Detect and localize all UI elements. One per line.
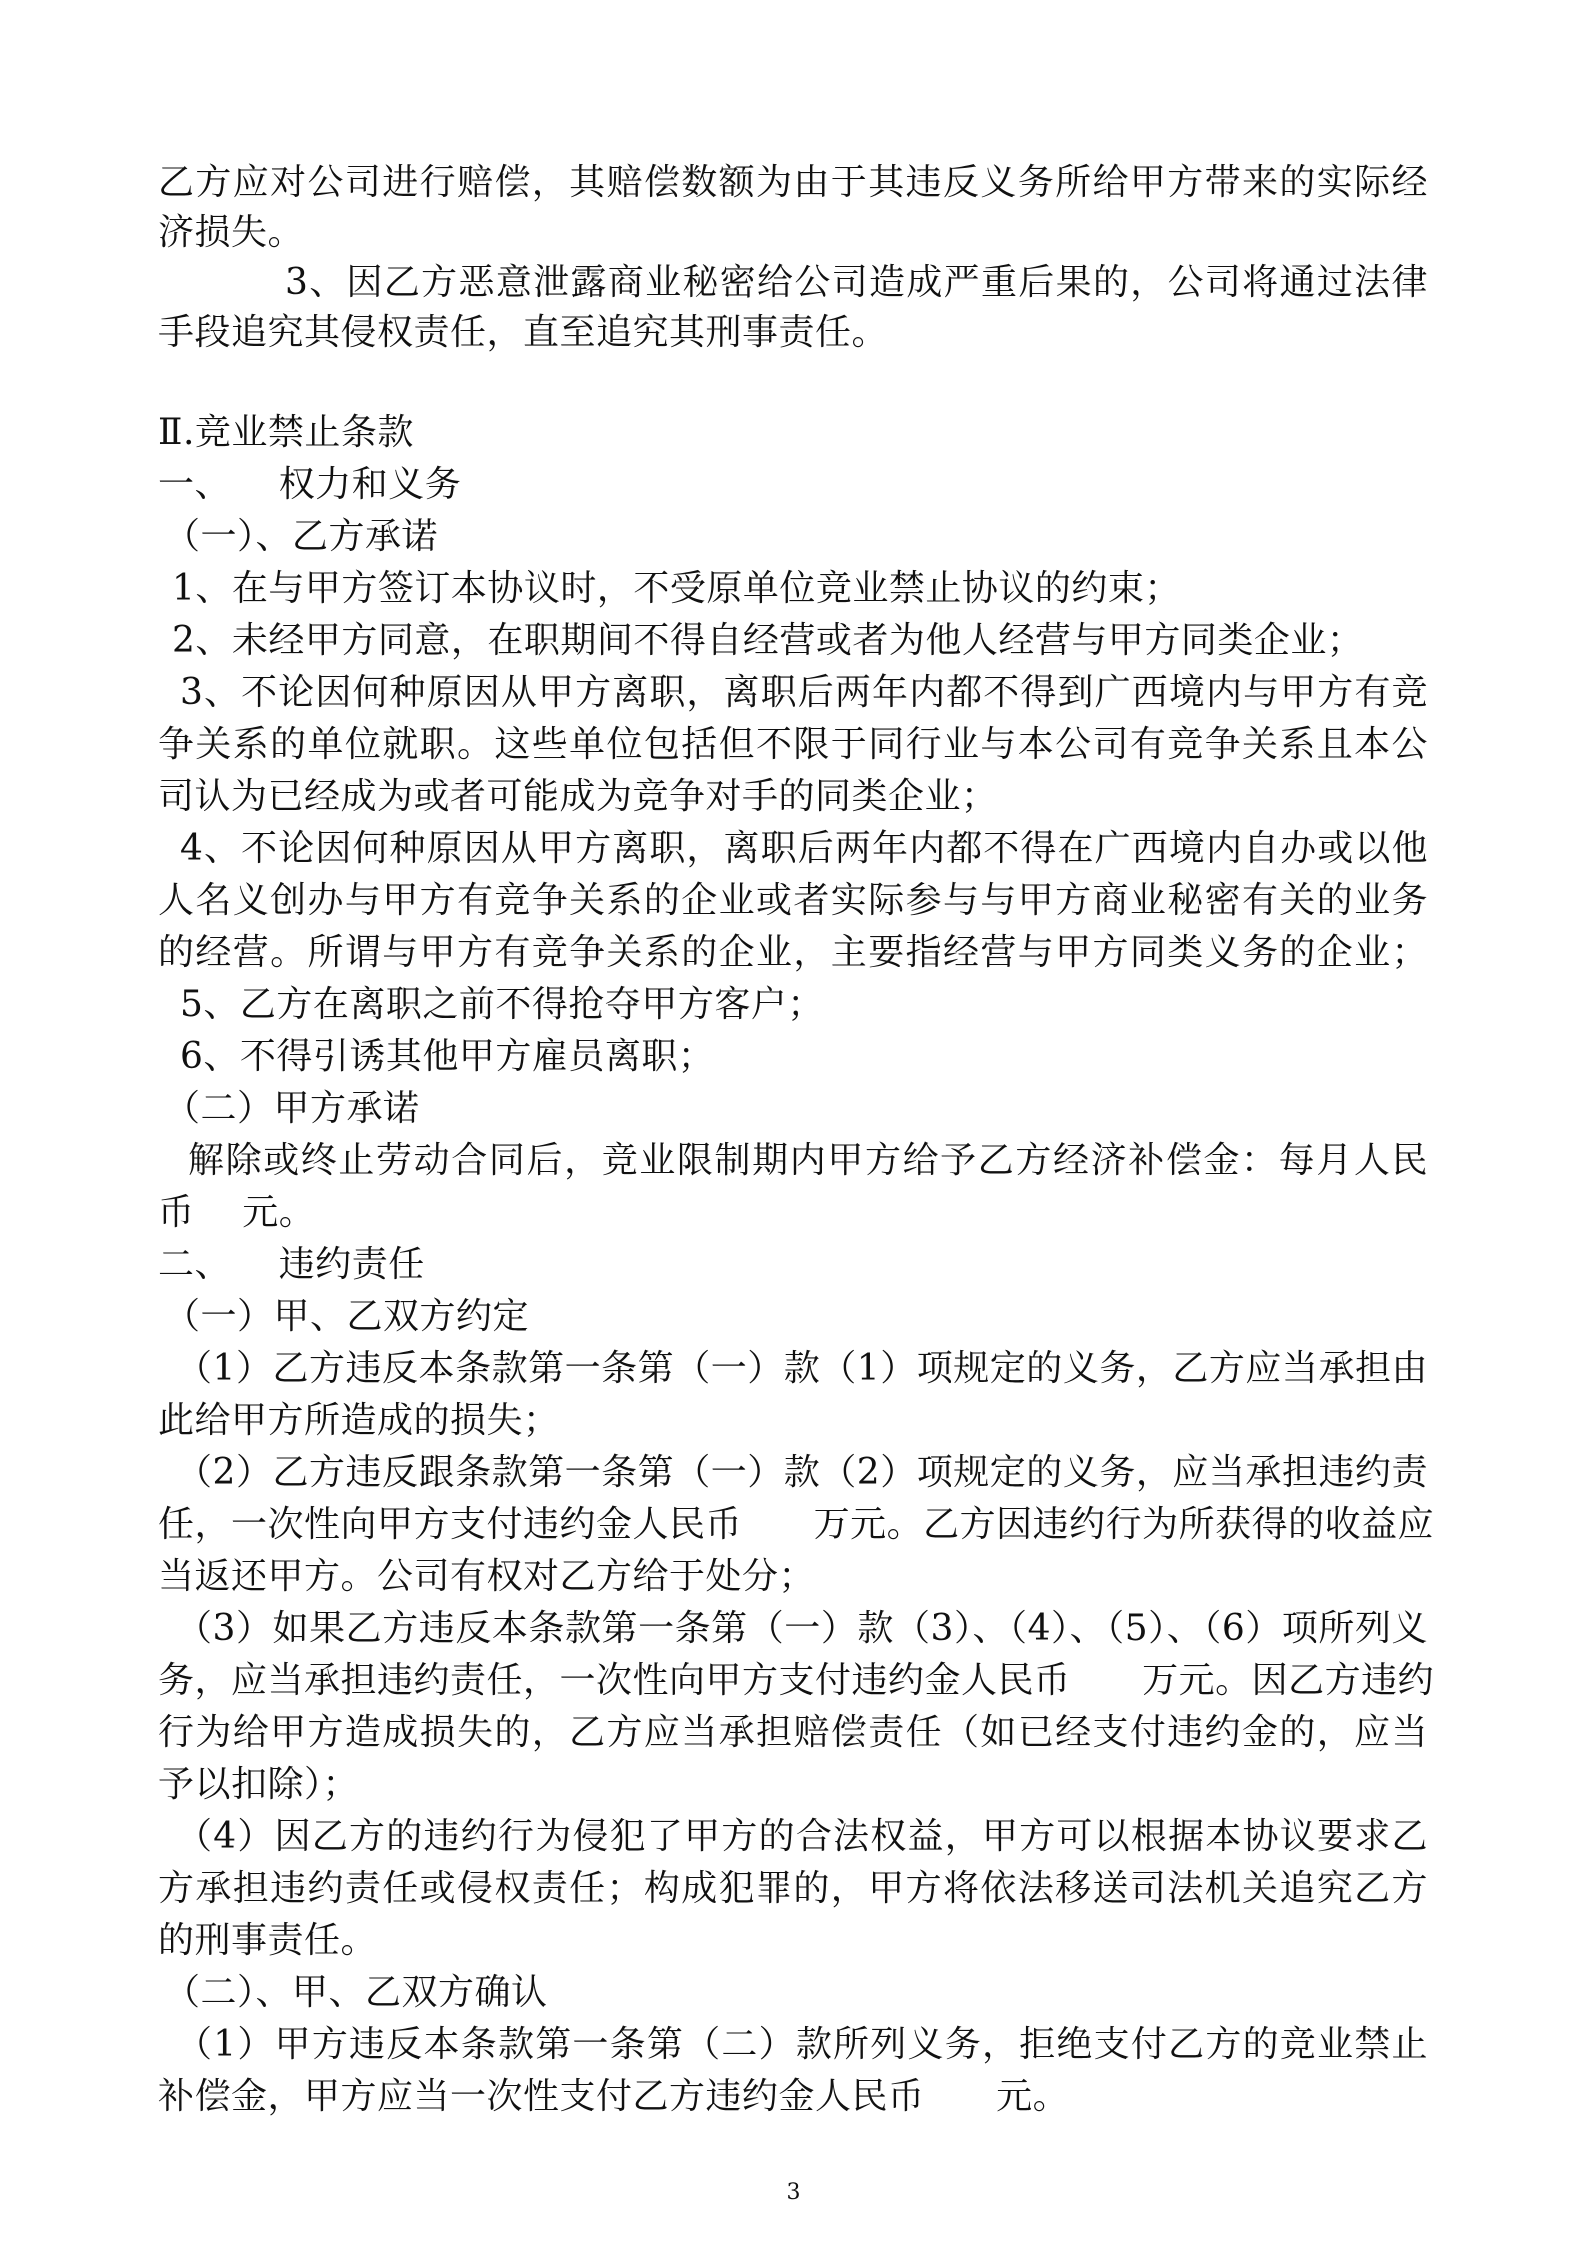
subsection-heading: 二、 违约责任	[158, 1244, 425, 1285]
text-line: （1）乙方违反本条款第一条第（一）款（1）项规定的义务，乙方应当承担由	[176, 1348, 1428, 1389]
text-line: （4）因乙方的违约行为侵犯了甲方的合法权益，甲方可以根据本协议要求乙	[176, 1816, 1428, 1857]
text-line: 当返还甲方。公司有权对乙方给于处分；	[158, 1556, 816, 1597]
text-line: （1）甲方违反本条款第一条第（二）款所列义务，拒绝支付乙方的竞业禁止	[176, 2024, 1428, 2065]
text-line: 务，应当承担违约责任，一次性向甲方支付违约金人民币 万元。因乙方违约	[158, 1660, 1435, 1701]
text-line: 3、因乙方恶意泄露商业秘密给公司造成严重后果的，公司将通过法律	[285, 262, 1428, 303]
clause-heading: （一）、乙方承诺	[164, 516, 439, 557]
clause-heading: （一）甲、乙双方约定	[164, 1296, 530, 1337]
text-line: 的刑事责任。	[158, 1920, 378, 1961]
section-heading: Ⅱ.竞业禁止条款	[158, 412, 414, 453]
text-line: 行为给甲方造成损失的，乙方应当承担赔偿责任（如已经支付违约金的，应当	[158, 1712, 1428, 1753]
text-line: 2、未经甲方同意，在职期间不得自经营或者为他人经营与甲方同类企业；	[172, 620, 1364, 661]
text-line: 予以扣除）；	[158, 1764, 360, 1805]
text-line: 的经营。所谓与甲方有竞争关系的企业，主要指经营与甲方同类义务的企业；	[158, 932, 1428, 973]
text-line: 币 元。	[158, 1192, 316, 1233]
page-number: 3	[786, 2180, 801, 2205]
clause-heading: （二）甲方承诺	[164, 1088, 420, 1129]
text-line: （3）如果乙方违反本条款第一条第（一）款（3）、（4）、（5）、（6）项所列义	[176, 1608, 1428, 1649]
text-line: 人名义创办与甲方有竞争关系的企业或者实际参与与甲方商业秘密有关的业务	[158, 880, 1428, 921]
text-line: 任，一次性向甲方支付违约金人民币 万元。乙方因违约行为所获得的收益应	[158, 1504, 1435, 1545]
text-line: 5、乙方在离职之前不得抢夺甲方客户；	[180, 984, 824, 1025]
text-line: 1、在与甲方签订本协议时，不受原单位竞业禁止协议的约束；	[172, 568, 1181, 609]
text-line: 解除或终止劳动合同后，竞业限制期内甲方给予乙方经济补偿金：每月人民	[188, 1140, 1428, 1181]
text-line: 争关系的单位就职。这些单位包括但不限于同行业与本公司有竞争关系且本公	[158, 724, 1428, 765]
text-line: （2）乙方违反跟条款第一条第（一）款（2）项规定的义务，应当承担违约责	[176, 1452, 1428, 1493]
text-line: 方承担违约责任或侵权责任；构成犯罪的，甲方将依法移送司法机关追究乙方	[158, 1868, 1428, 1909]
text-line: 此给甲方所造成的损失；	[158, 1400, 560, 1441]
text-line: 4、不论因何种原因从甲方离职，离职后两年内都不得在广西境内自办或以他	[180, 828, 1428, 869]
text-line: 济损失。	[158, 212, 305, 253]
text-line: 手段追究其侵权责任，直至追究其刑事责任。	[158, 312, 889, 353]
subsection-heading: 一、 权力和义务	[158, 464, 462, 505]
text-line: 乙方应对公司进行赔偿，其赔偿数额为由于其违反义务所给甲方带来的实际经	[158, 162, 1428, 203]
text-line: 司认为已经成为或者可能成为竞争对手的同类企业；	[158, 776, 998, 817]
text-line: 3、不论因何种原因从甲方离职，离职后两年内都不得到广西境内与甲方有竞	[180, 672, 1428, 713]
clause-heading: （二）、甲、乙双方确认	[164, 1972, 548, 2013]
text-line: 6、不得引诱其他甲方雇员离职；	[180, 1036, 715, 1077]
text-line: 补偿金，甲方应当一次性支付乙方违约金人民币 元。	[158, 2076, 1070, 2117]
